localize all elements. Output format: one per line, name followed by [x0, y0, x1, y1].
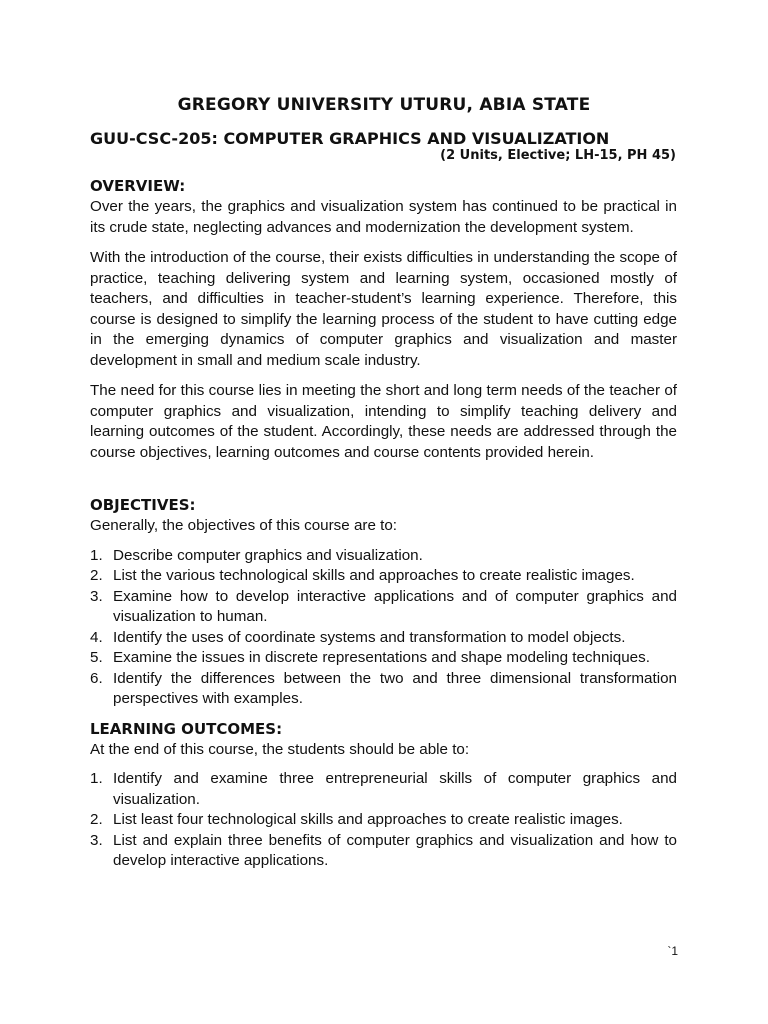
- overview-paragraph: With the introduction of the course, their exists difficulties in understanding the scope of practice, teaching delivering system and learning system, occasioned mostly of teachers, and difficulties in teacher-student’s learning experience. Therefore, this course is designed to simplify the learning process of the student to have cutting edge in the emerging dynamics of computer graphics and visualization and master development in small and medium scale industry.: [90, 249, 677, 369]
- item-text: Examine how to develop interactive applications and of computer graphics and visualization to human.: [113, 587, 677, 625]
- overview-paragraph: The need for this course lies in meeting the short and long term needs of the teacher of computer graphics and visualization, intending to simplify teaching delivery and learning outcomes of the student. Accordingly, these needs are addressed through the course objectives, learning outcomes and course contents provided herein.: [90, 382, 677, 461]
- learning-outcomes-intro: At the end of this course, the students should be able to:: [90, 740, 470, 758]
- objectives-title: OBJECTIVES:: [90, 496, 196, 514]
- objectives-intro: Generally, the objectives of this course are to:: [90, 517, 397, 534]
- item-text: Identify the differences between the two and three dimensional transformation perspectives with examples.: [113, 669, 677, 707]
- list-item: [90, 628, 677, 649]
- objectives-list: [90, 546, 677, 710]
- item-text: List the various technological skills and approaches to create realistic images.: [113, 567, 635, 584]
- item-text: Describe computer graphics and visualization.: [113, 546, 423, 564]
- list-item: [90, 587, 677, 628]
- list-item: [90, 566, 677, 587]
- item-number: 3.: [90, 831, 103, 849]
- item-number: 1.: [90, 546, 103, 564]
- list-item: [90, 810, 677, 831]
- item-text: List least four technological skills and approaches to create realistic images.: [113, 811, 623, 828]
- item-text: Identify the uses of coordinate systems and transformation to model objects.: [113, 628, 626, 646]
- item-number: 2.: [90, 567, 103, 584]
- overview-title: OVERVIEW:: [90, 177, 186, 195]
- course-units: (2 Units, Elective; LH-15, PH 45): [440, 148, 676, 163]
- learning-outcomes-title: LEARNING OUTCOMES:: [90, 719, 283, 738]
- item-number: 1.: [90, 770, 103, 787]
- list-item: [90, 669, 677, 710]
- overview-paragraph: Over the years, the graphics and visualization system has continued to be practical in its crude state, neglecting advances and modernization the development system.: [90, 198, 677, 236]
- learning-outcomes-list: [90, 769, 677, 872]
- item-number: 2.: [90, 811, 103, 828]
- course-title: GUU-CSC-205: COMPUTER GRAPHICS AND VISUALIZATION: [90, 129, 610, 148]
- document-body: [90, 176, 677, 872]
- item-number: 4.: [90, 628, 103, 646]
- item-number: 3.: [90, 587, 103, 605]
- item-text: List and explain three benefits of computer graphics and visualization and how to develop interactive applications.: [113, 831, 677, 869]
- item-number: 6.: [90, 669, 103, 687]
- list-item: [90, 769, 677, 810]
- item-text: Examine the issues in discrete representations and shape modeling techniques.: [113, 649, 650, 666]
- page-number: `1: [667, 944, 678, 958]
- list-item: [90, 648, 677, 669]
- item-text: Identify and examine three entrepreneurial skills of computer graphics and visualization.: [113, 770, 677, 808]
- item-number: 5.: [90, 649, 103, 666]
- university-heading: GREGORY UNIVERSITY UTURU, ABIA STATE: [177, 95, 591, 115]
- list-item: [90, 546, 677, 567]
- list-item: [90, 831, 677, 872]
